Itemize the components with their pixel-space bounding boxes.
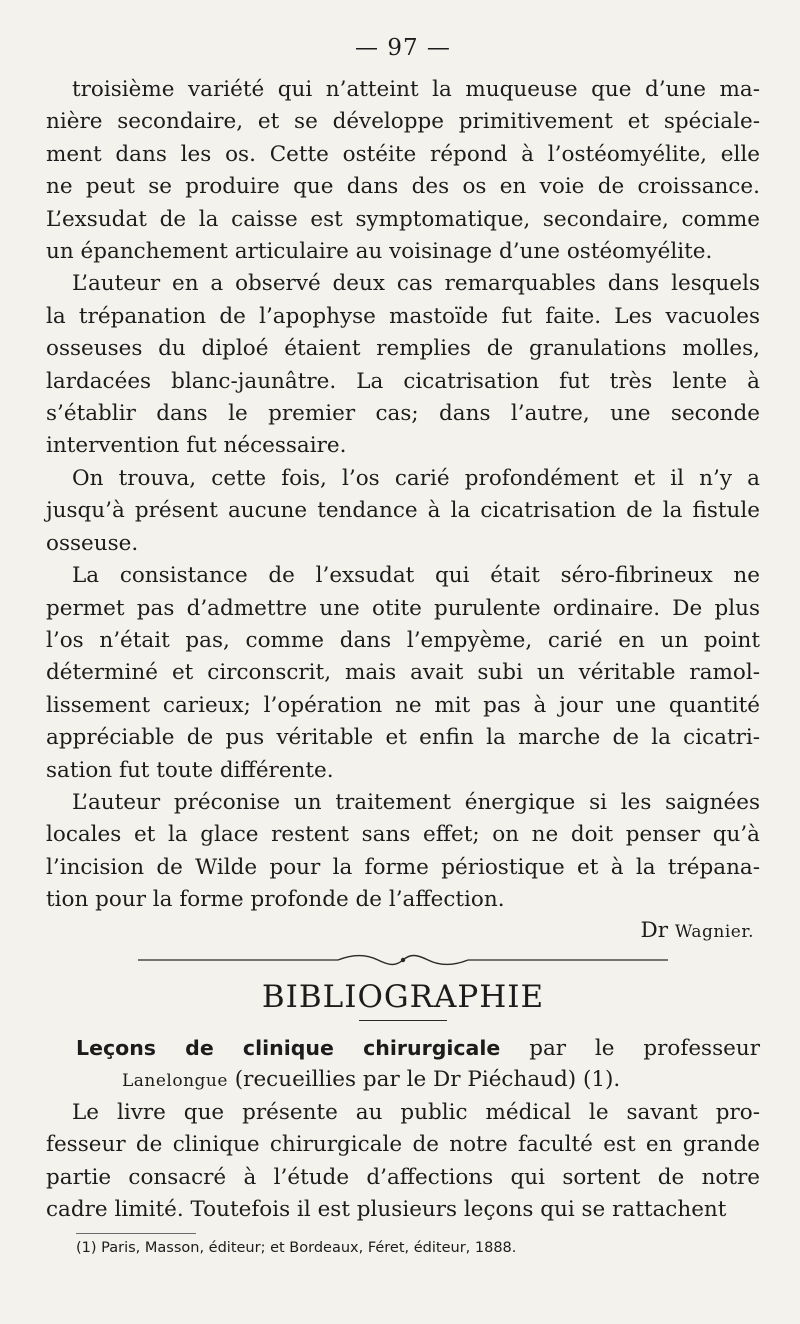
text-line: nière secondaire, et se développe primitivement et spéciale- (46, 109, 760, 135)
text-line: jusqu’à présent aucune tendance à la cicatrisation de la fistule (46, 498, 760, 524)
text-line: osseuses du diploé étaient remplies de granulations molles, (46, 336, 760, 362)
text-line: l’incision de Wilde pour la forme périostique et à la trépana- (46, 854, 760, 880)
text-line: locales et la glace restent sans effet; on ne doit penser qu’à (46, 822, 760, 848)
text-line: appréciable de pus véritable et enfin la marche de la cicatri- (46, 725, 760, 751)
footnote-separator (76, 1233, 196, 1234)
title-underline (359, 1020, 447, 1021)
section-title: BIBLIOGRAPHIE (261, 978, 545, 1015)
text-line: sation fut toute différente. (46, 757, 334, 783)
signature-prefix: Dr (640, 917, 669, 943)
text-line: déterminé et circonscrit, mais avait subi un véritable ramol- (46, 660, 760, 686)
text-line: un épanchement articulaire au voisinage d’une ostéomyélite. (46, 239, 713, 265)
book-reference (46, 1033, 760, 1097)
review-body (46, 1097, 760, 1227)
paragraph (46, 787, 760, 917)
text-line: osseuse. (46, 530, 139, 556)
book-reference-line-2 (46, 1064, 760, 1097)
book-reference-rest-1: par le professeur (529, 1035, 760, 1061)
text-line: ment dans les os. Cette ostéite répond à l’ostéomyélite, elle (46, 141, 760, 167)
text-line: Le livre que présente au public médical le savant pro- (72, 1099, 760, 1125)
book-title: Leçons de clinique chirurgicale (76, 1035, 501, 1060)
author-signature (46, 915, 760, 948)
text-line: lardacées blanc-jaunâtre. La cicatrisation fut très lente à (46, 368, 760, 394)
text-line: L’auteur préconise un traitement énergique si les saignées (72, 789, 760, 815)
text-line: l’os n’était pas, comme dans l’empyème, carié en un point (46, 627, 760, 653)
text-line: La consistance de l’exsudat qui était séro-fibrineux ne (72, 563, 760, 589)
book-author: Lanelongue (122, 1070, 228, 1091)
text-line: On trouva, cette fois, l’os carié profondément et il n’y a (72, 465, 760, 491)
book-reference-rest-2: (recueillies par le Dr Piéchaud) (1). (234, 1066, 621, 1092)
text-line: L’auteur en a observé deux cas remarquables dans lesquels (72, 271, 760, 297)
text-line: partie consacré à l’étude d’affections qui sortent de notre (46, 1164, 760, 1190)
paragraph (46, 463, 760, 560)
text-line: tion pour la forme profonde de l’affection. (46, 887, 505, 913)
text-line: permet pas d’admettre une otite purulente ordinaire. De plus (46, 595, 760, 621)
text-line: intervention fut nécessaire. (46, 433, 347, 459)
signature-name: Wagnier. (674, 921, 754, 942)
footnote: (1) Paris, Masson, éditeur; et Bordeaux, Féret, éditeur, 1888. (76, 1239, 517, 1256)
text-line: fesseur de clinique chirurgicale de notre faculté est en grande (46, 1132, 760, 1158)
text-line: L’exsudat de la caisse est symptomatique, secondaire, comme (46, 206, 760, 232)
paragraph (46, 1097, 760, 1227)
text-line: ne peut se produire que dans des os en voie de croissance. (46, 174, 760, 200)
text-line: cadre limité. Toutefois il est plusieurs leçons qui se rattachent (46, 1197, 727, 1223)
page-number: — 97 — (355, 35, 451, 61)
text-line: la trépanation de l’apophyse mastoïde fut faite. Les vacuoles (46, 303, 760, 329)
article-body (46, 74, 760, 917)
text-line: lissement carieux; l’opération ne mit pas à jour une quantité (46, 692, 760, 718)
section-divider-ornament (138, 952, 668, 968)
paragraph (46, 74, 760, 268)
paragraph (46, 560, 760, 787)
book-reference-line-1 (46, 1033, 760, 1064)
paragraph (46, 268, 760, 462)
text-line: s’établir dans le premier cas; dans l’autre, une seconde (46, 401, 760, 427)
text-line: troisième variété qui n’atteint la muqueuse que d’une ma- (72, 77, 760, 102)
